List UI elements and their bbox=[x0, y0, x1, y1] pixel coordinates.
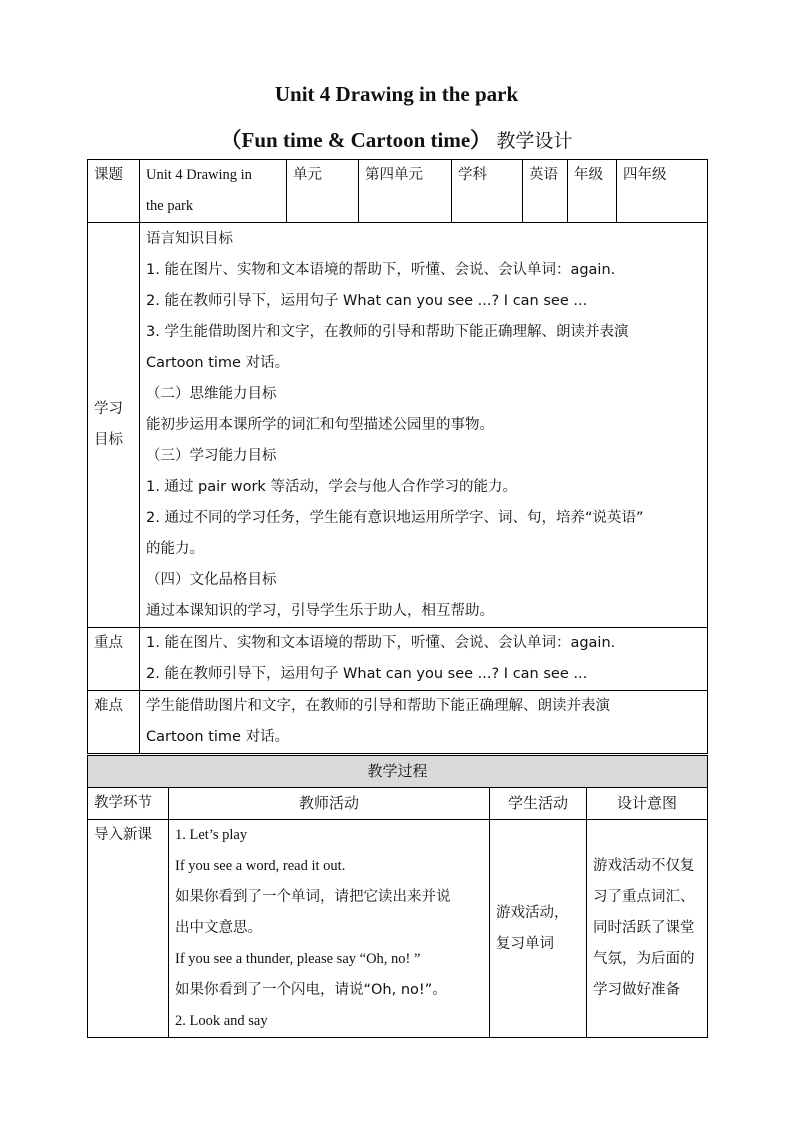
intent-line: 学习做好准备 bbox=[593, 982, 680, 998]
teacher-activity-cell bbox=[169, 820, 490, 1038]
subject-label: 学科 bbox=[452, 160, 523, 223]
objectives-label: 学习 目标 bbox=[88, 223, 140, 628]
process-title-row bbox=[88, 756, 708, 788]
teacher-line: 出中文意思。 bbox=[175, 920, 262, 936]
intent-line: 习了重点词汇、 bbox=[593, 889, 695, 905]
difficulties-content bbox=[140, 691, 708, 754]
student-line: 游戏活动， bbox=[496, 904, 569, 921]
difficulties-row bbox=[88, 691, 708, 754]
intent-line: 同时活跃了课堂 bbox=[593, 920, 695, 936]
objective-line: 1. 能在图片、实物和文本语境的帮助下，听懂、会说、会认单词：again. bbox=[146, 262, 616, 278]
key-points-content bbox=[140, 628, 708, 691]
subject-value: 英语 bbox=[523, 160, 568, 223]
objective-line: （二）思维能力目标 bbox=[146, 386, 277, 402]
process-table bbox=[87, 755, 708, 1038]
document-title: Unit 4 Drawing in the park bbox=[274, 82, 519, 106]
difficulties-label: 难点 bbox=[88, 691, 140, 754]
topic-label: 课题 bbox=[88, 160, 140, 223]
teacher-line: 2. Look and say bbox=[175, 1013, 268, 1029]
teacher-line: 1. Let’s play bbox=[175, 827, 248, 843]
teacher-line: If you see a thunder, please say “Oh, no! ” bbox=[175, 951, 421, 967]
header-teacher: 教师活动 bbox=[169, 788, 490, 820]
objectives-content bbox=[140, 223, 708, 628]
objective-line: 3. 学生能借助图片和文字，在教师的引导和帮助下能正确理解、朗读并表演 bbox=[146, 324, 629, 340]
objective-line: （三）学习能力目标 bbox=[146, 448, 277, 464]
header-student: 学生活动 bbox=[490, 788, 587, 820]
subtitle-english: （Fun time & Cartoon time） bbox=[220, 128, 492, 152]
key-point-line: 2. 能在教师引导下，运用句子 What can you see ...? I can see ... bbox=[146, 666, 588, 682]
intent-line: 游戏活动不仅复 bbox=[593, 858, 695, 874]
difficulty-line: Cartoon time 对话。 bbox=[146, 729, 290, 745]
intent-line: 气氛，为后面的 bbox=[593, 951, 695, 967]
unit-label: 单元 bbox=[287, 160, 359, 223]
stage-cell: 导入新课 bbox=[88, 820, 169, 1038]
objective-line: 的能力。 bbox=[146, 541, 204, 557]
objective-line: 2. 能在教师引导下，运用句子 What can you see ...? I can see ... bbox=[146, 293, 588, 309]
header-intent: 设计意图 bbox=[587, 788, 708, 820]
process-row bbox=[88, 820, 708, 1038]
grade-label: 年级 bbox=[568, 160, 617, 223]
intent-cell bbox=[587, 820, 708, 1038]
grade-value: 四年级 bbox=[617, 160, 708, 223]
key-point-line: 1. 能在图片、实物和文本语境的帮助下，听懂、会说、会认单词：again. bbox=[146, 635, 616, 651]
teacher-line: 如果你看到了一个闪电，请说“Oh, no!”。 bbox=[175, 982, 447, 998]
process-title: 教学过程 bbox=[88, 756, 708, 788]
objective-line: 能初步运用本课所学的词汇和句型描述公园里的事物。 bbox=[146, 417, 494, 433]
student-activity-cell bbox=[490, 820, 587, 1038]
objective-line: 1. 通过 pair work 等活动，学会与他人合作学习的能力。 bbox=[146, 479, 517, 495]
teacher-line: If you see a word, read it out. bbox=[175, 858, 346, 874]
unit-value: 第四单元 bbox=[359, 160, 452, 223]
key-points-row bbox=[88, 628, 708, 691]
objectives-row bbox=[88, 223, 708, 628]
lesson-info-table bbox=[87, 159, 708, 754]
header-stage: 教学环节 bbox=[88, 788, 169, 820]
subtitle-chinese: 教学设计 bbox=[496, 130, 573, 152]
objective-line: Cartoon time 对话。 bbox=[146, 355, 290, 371]
key-points-label: 重点 bbox=[88, 628, 140, 691]
document-subtitle bbox=[0, 124, 793, 154]
teacher-line: 如果你看到了一个单词，请把它读出来并说 bbox=[175, 889, 451, 905]
student-line: 复习单词 bbox=[496, 935, 554, 952]
objective-line: （四）文化品格目标 bbox=[146, 572, 277, 588]
info-row bbox=[88, 160, 708, 223]
objective-line: 2. 通过不同的学习任务，学生能有意识地运用所学字、词、句，培养“说英语” bbox=[146, 510, 644, 526]
topic-value: Unit 4 Drawing in the park bbox=[140, 160, 287, 223]
process-header-row bbox=[88, 788, 708, 820]
objective-line: 通过本课知识的学习，引导学生乐于助人，相互帮助。 bbox=[146, 603, 494, 619]
objective-line: 语言知识目标 bbox=[146, 231, 233, 247]
difficulty-line: 学生能借助图片和文字，在教师的引导和帮助下能正确理解、朗读并表演 bbox=[146, 698, 610, 714]
